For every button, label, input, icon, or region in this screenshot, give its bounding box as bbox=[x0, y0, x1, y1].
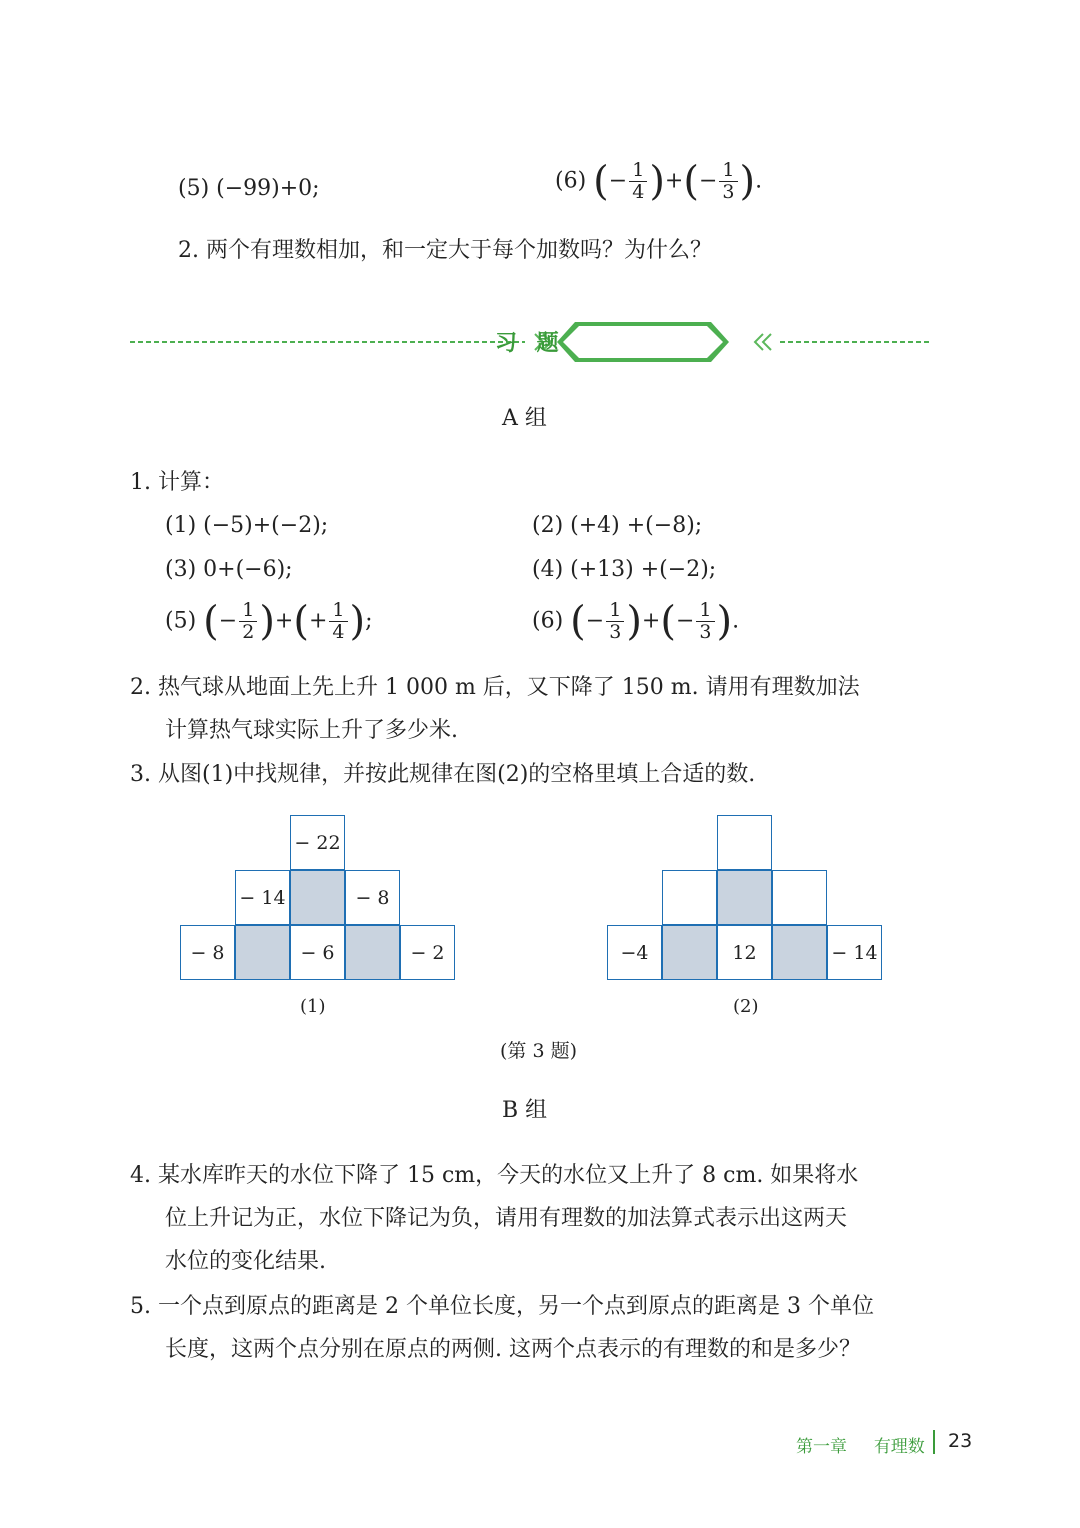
fig1-cell-bottom-3: − 6 bbox=[290, 925, 345, 980]
fig2-cell-mid-center bbox=[717, 870, 772, 925]
fig2-cell-bottom-4 bbox=[772, 925, 827, 980]
question-2-line-2: 计算热气球实际上升了多少米. bbox=[165, 718, 458, 743]
footer bbox=[796, 1432, 925, 1457]
footer-title: 有理数 bbox=[873, 1437, 925, 1457]
fig1-cell-bottom-2 bbox=[235, 925, 290, 980]
figure-2-caption: (2) bbox=[733, 996, 759, 1017]
fraction: $\frac{1}{4}$ bbox=[629, 160, 647, 203]
fig2-cell-bottom-1: −4 bbox=[607, 925, 662, 980]
page-number: 23 bbox=[948, 1430, 973, 1452]
top-item-6: (6) (− $\frac{1}{4}$ )+(− $\frac{1}{3}$ ). bbox=[555, 158, 763, 205]
top-item-5: (5) (−99)+0; bbox=[178, 176, 320, 201]
question-4-line-3: 水位的变化结果. bbox=[165, 1249, 326, 1274]
fig1-cell-mid-left: − 14 bbox=[235, 870, 290, 925]
section-header-label: 习 题 bbox=[495, 331, 565, 356]
fig2-cell-bottom-2 bbox=[662, 925, 717, 980]
fraction: $\frac{1}{3}$ bbox=[696, 600, 714, 643]
fig1-cell-bottom-4 bbox=[345, 925, 400, 980]
fraction: $\frac{1}{3}$ bbox=[606, 600, 624, 643]
figure-1-caption: (1) bbox=[300, 996, 326, 1017]
question-4-line-1: 4. 某水库昨天的水位下降了 15 cm，今天的水位又上升了 8 cm. 如果将水 bbox=[130, 1163, 859, 1188]
fraction: $\frac{1}{3}$ bbox=[719, 160, 737, 203]
fraction: $\frac{1}{4}$ bbox=[329, 600, 347, 643]
q1-item-4: (4) (+13) +(−2); bbox=[532, 557, 717, 582]
q1-item-2: (2) (+4) +(−8); bbox=[532, 513, 703, 538]
fig1-cell-top: − 22 bbox=[290, 815, 345, 870]
fig2-cell-bottom-3: 12 bbox=[717, 925, 772, 980]
top-question-2: 2. 两个有理数相加，和一定大于每个加数吗？为什么？ bbox=[178, 238, 712, 263]
question-5-line-2: 长度，这两个点分别在原点的两侧. 这两个点表示的有理数的和是多少？ bbox=[165, 1337, 861, 1362]
question-3: 3. 从图(1)中找规律，并按此规律在图(2)的空格里填上合适的数. bbox=[130, 762, 756, 787]
q1-item-6: (6) (− $\frac{1}{3}$ )+(− $\frac{1}{3}$ ). bbox=[532, 598, 740, 645]
footer-divider bbox=[933, 1430, 935, 1454]
top-item-6-label: (6) bbox=[555, 168, 587, 194]
q1-item-1: (1) (−5)+(−2); bbox=[165, 513, 329, 538]
fraction: $\frac{1}{2}$ bbox=[239, 600, 257, 643]
fig2-cell-bottom-5: − 14 bbox=[827, 925, 882, 980]
fig1-cell-mid-center bbox=[290, 870, 345, 925]
question-5-line-1: 5. 一个点到原点的距离是 2 个单位长度，另一个点到原点的距离是 3 个单位 bbox=[130, 1294, 874, 1319]
figure-caption: (第 3 题) bbox=[500, 1040, 577, 1062]
footer-chapter: 第一章 bbox=[796, 1437, 847, 1457]
group-a-title: A 组 bbox=[502, 406, 547, 431]
question-1-title: 1. 计算： bbox=[130, 470, 224, 495]
group-b-title: B 组 bbox=[502, 1098, 548, 1123]
q1-item-5: (5) (− $\frac{1}{2}$ )+(+ $\frac{1}{4}$ ); bbox=[165, 598, 373, 645]
fig2-cell-top bbox=[717, 815, 772, 870]
fig2-cell-mid-left bbox=[662, 870, 717, 925]
question-2-line-1: 2. 热气球从地面上先上升 1 000 m 后，又下降了 150 m. 请用有理数加法 bbox=[130, 675, 860, 700]
fig1-cell-bottom-1: − 8 bbox=[180, 925, 235, 980]
fig1-cell-bottom-5: − 2 bbox=[400, 925, 455, 980]
question-4-line-2: 位上升记为正，水位下降记为负，请用有理数的加法算式表示出这两天 bbox=[165, 1206, 848, 1231]
fig1-cell-mid-right: − 8 bbox=[345, 870, 400, 925]
q1-item-3: (3) 0+(−6); bbox=[165, 557, 293, 582]
fig2-cell-mid-right bbox=[772, 870, 827, 925]
